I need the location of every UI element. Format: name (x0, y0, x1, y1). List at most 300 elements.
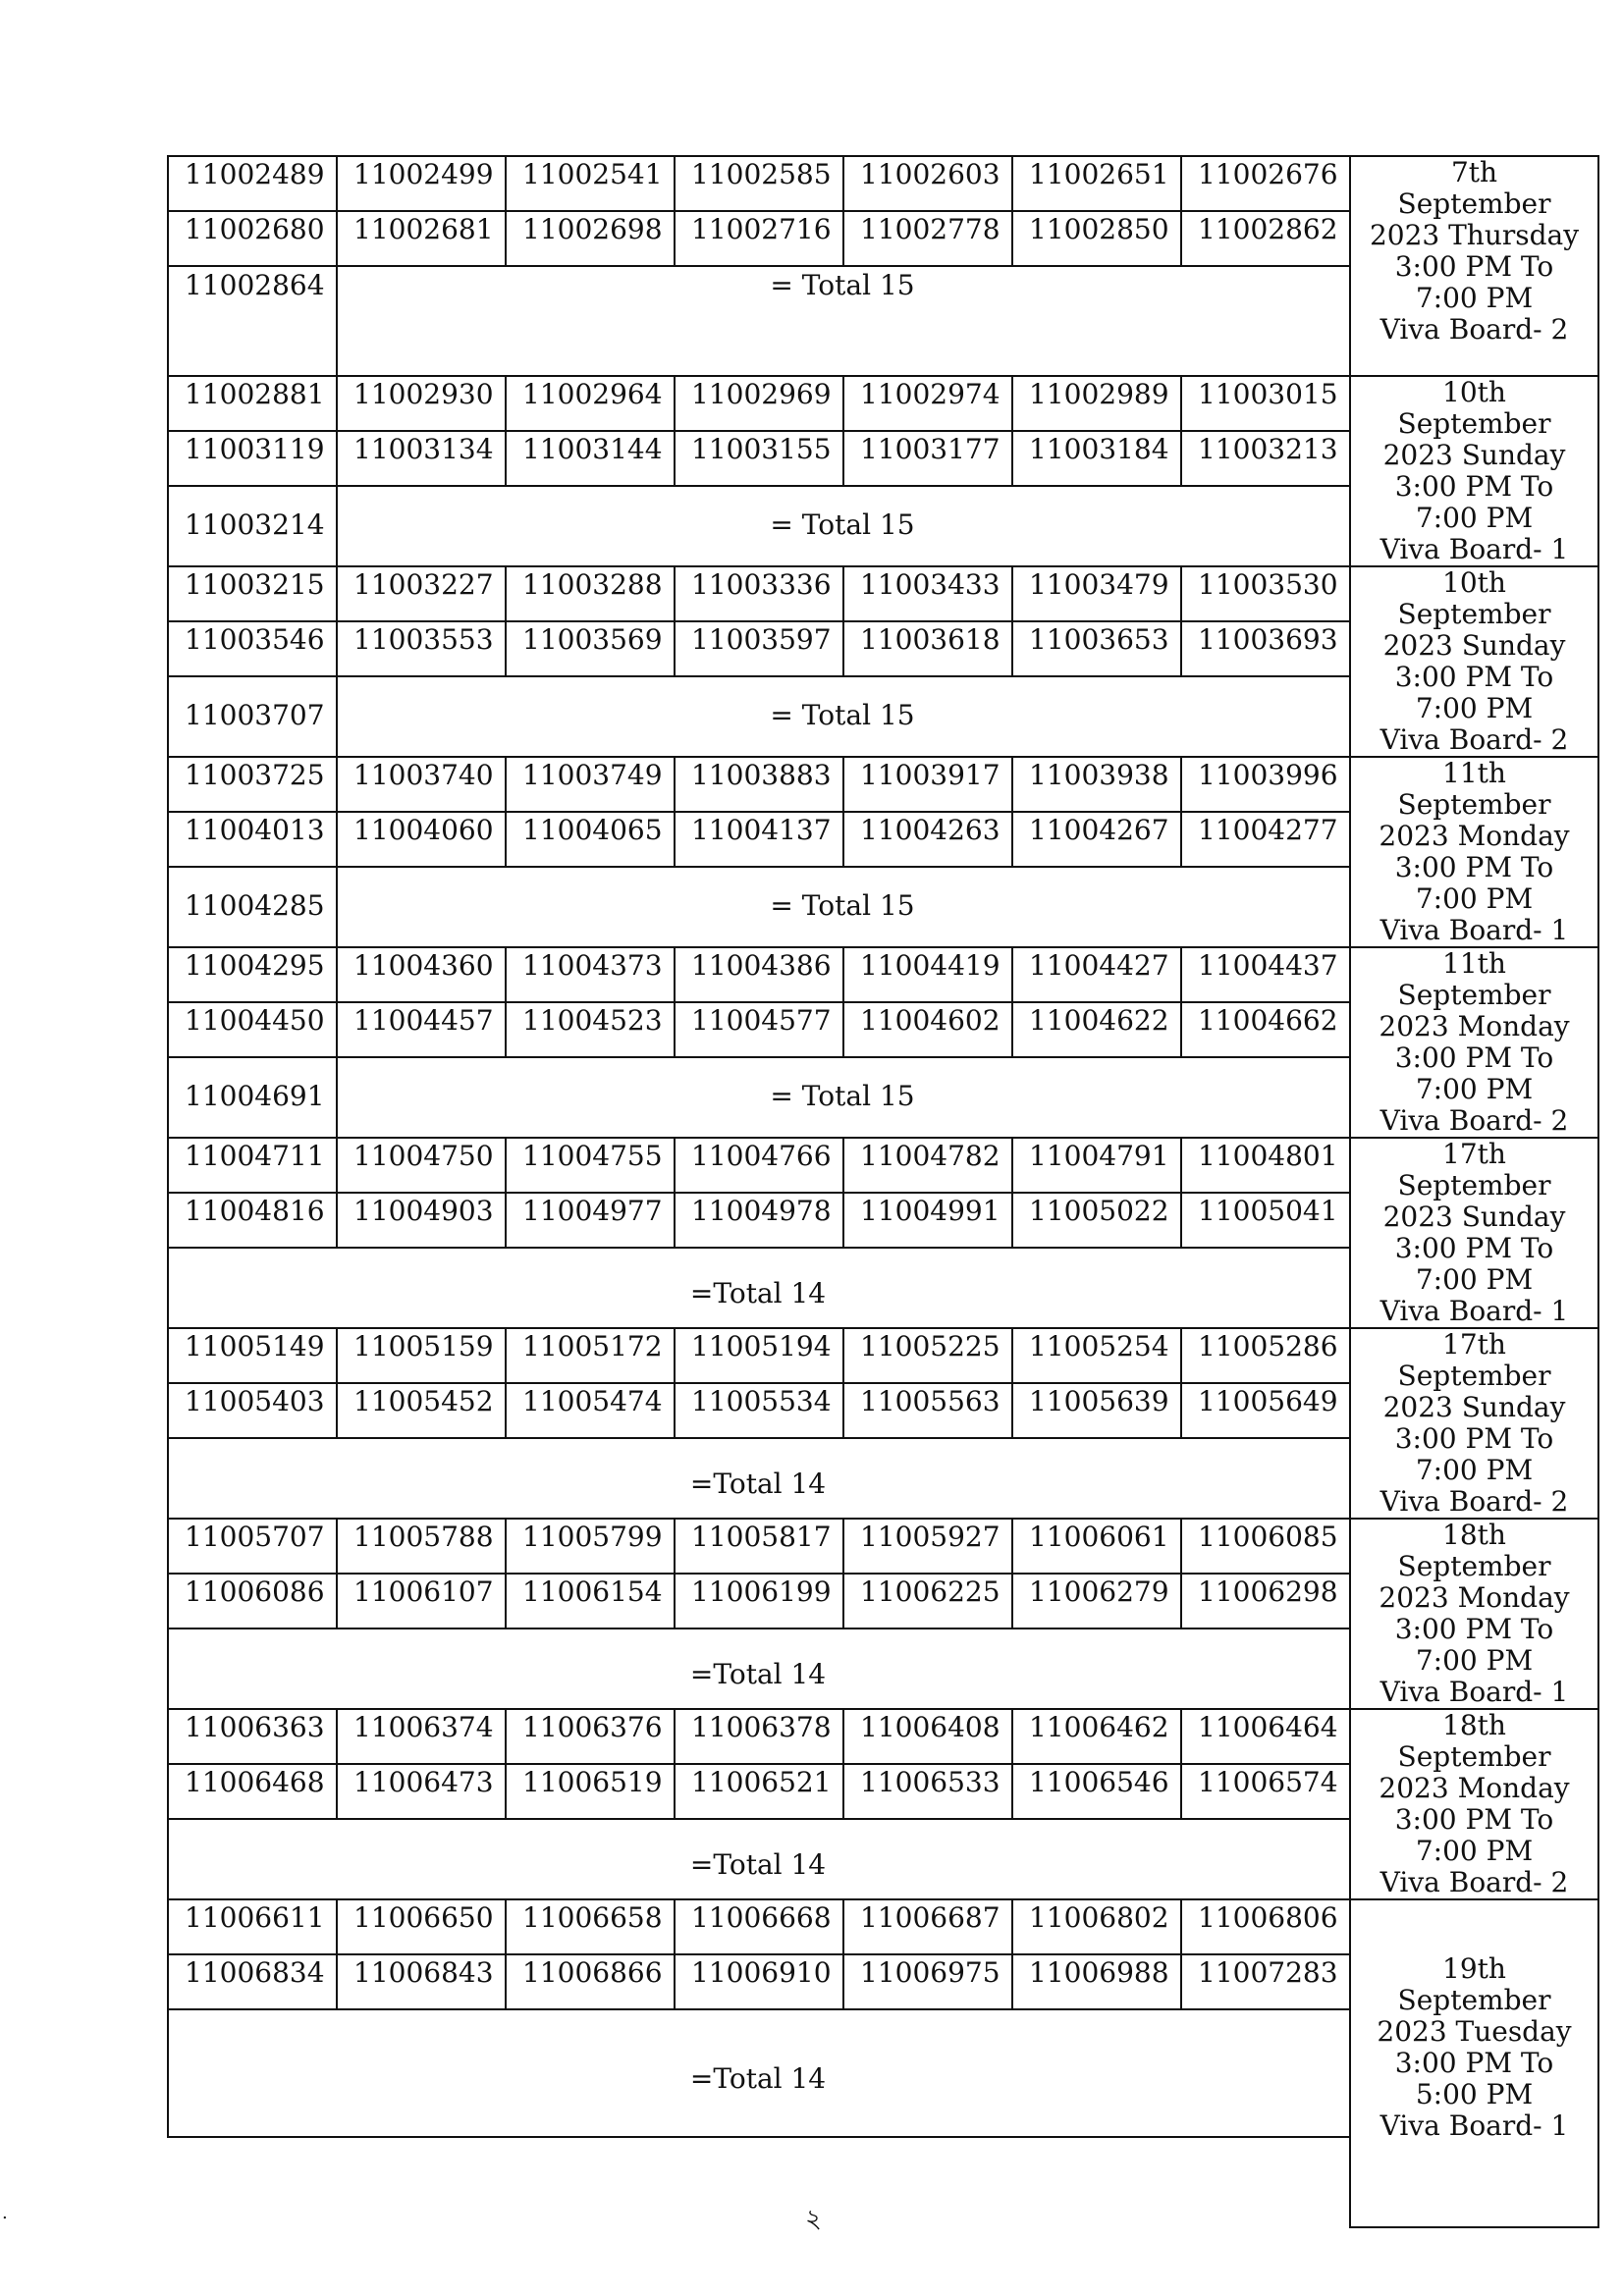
viva-date-line: September (1397, 1169, 1551, 1201)
roll-number-cell: 11004766 (691, 1140, 832, 1172)
row-divider (167, 1763, 1349, 1765)
column-divider (336, 1056, 338, 1137)
roll-number-cell: 11003134 (353, 433, 494, 465)
column-divider (336, 565, 338, 675)
roll-number-cell: 11004137 (691, 814, 832, 846)
table-border (1597, 1137, 1599, 1327)
column-divider (1180, 1708, 1182, 1818)
row-divider (167, 210, 1349, 212)
viva-date-line: 5:00 PM (1415, 2078, 1534, 2110)
column-divider (674, 1898, 676, 2008)
row-divider (167, 620, 1349, 622)
column-divider (1349, 1327, 1351, 1518)
roll-number-cell: 11004602 (860, 1004, 1001, 1037)
roll-number-cell: 11006279 (1029, 1575, 1169, 1608)
column-divider (674, 1327, 676, 1437)
column-divider (674, 1708, 676, 1818)
viva-date-line: Viva Board- 2 (1380, 313, 1569, 346)
column-divider (842, 1327, 844, 1437)
table-border (167, 756, 169, 946)
viva-date-cell (1349, 375, 1599, 565)
column-divider (842, 1518, 844, 1628)
viva-date-line: 3:00 PM To (1394, 1613, 1554, 1645)
column-divider (1011, 1518, 1013, 1628)
column-divider (842, 565, 844, 675)
table-border (167, 1327, 1599, 1329)
roll-number-cell: 11006866 (522, 1956, 663, 1989)
roll-number-cell: 11005225 (860, 1330, 1001, 1362)
column-divider (1180, 155, 1182, 265)
group-total: =Total 14 (689, 1468, 827, 1500)
roll-number-cell: 11005254 (1029, 1330, 1169, 1362)
column-divider (505, 1708, 507, 1818)
table-border (167, 1708, 169, 1898)
roll-number-cell: 11006843 (353, 1956, 494, 1989)
column-divider (1180, 946, 1182, 1056)
roll-number-cell: 11006519 (522, 1766, 663, 1798)
column-divider (336, 946, 338, 1056)
column-divider (1180, 1327, 1182, 1437)
viva-date-line: 17th (1442, 1328, 1506, 1361)
column-divider (1180, 1898, 1182, 2008)
viva-date-cell (1349, 1327, 1599, 1518)
column-divider (505, 1898, 507, 2008)
roll-number-cell: 11003749 (522, 759, 663, 791)
roll-number-cell: 11005403 (185, 1385, 325, 1417)
roll-number-cell: 11005639 (1029, 1385, 1169, 1417)
column-divider (1011, 946, 1013, 1056)
viva-date-line: 7:00 PM (1415, 282, 1534, 314)
roll-number-cell: 11002850 (1029, 213, 1169, 245)
column-divider (1349, 565, 1351, 756)
roll-number-cell: 11004360 (353, 949, 494, 982)
roll-number-cell: 11006658 (522, 1901, 663, 1934)
roll-number-cell: 11003214 (185, 508, 325, 541)
roll-number-cell: 11006687 (860, 1901, 1001, 1934)
table-border (1349, 2226, 1599, 2228)
table-border (167, 1708, 1599, 1710)
column-divider (674, 1518, 676, 1628)
viva-date-line: 2023 Monday (1379, 1010, 1570, 1042)
roll-number-cell: 11004801 (1198, 1140, 1338, 1172)
row-divider (167, 866, 1349, 868)
column-divider (674, 155, 676, 265)
roll-number-cell: 11003553 (353, 623, 494, 656)
row-divider (167, 485, 1349, 487)
viva-date-line: 7:00 PM (1415, 1644, 1534, 1677)
roll-number-cell: 11006085 (1198, 1521, 1338, 1553)
viva-date-line: 7:00 PM (1415, 1454, 1534, 1486)
roll-number-cell: 11006376 (522, 1711, 663, 1743)
viva-date-line: September (1397, 598, 1551, 630)
roll-number-cell: 11002489 (185, 158, 325, 190)
roll-number-cell: 11005707 (185, 1521, 325, 1553)
column-divider (1180, 375, 1182, 485)
column-divider (842, 756, 844, 866)
viva-date-line: 11th (1442, 757, 1506, 789)
row-divider (167, 1192, 1349, 1194)
table-border (167, 565, 169, 756)
viva-date-cell (1349, 756, 1599, 946)
viva-date-line: 7:00 PM (1415, 502, 1534, 534)
roll-number-cell: 11003155 (691, 433, 832, 465)
roll-number-cell: 11003707 (185, 699, 325, 731)
roll-number-cell: 11004977 (522, 1195, 663, 1227)
schedule-block (167, 756, 1599, 946)
column-divider (336, 485, 338, 565)
viva-date-line: 7:00 PM (1415, 1835, 1534, 1867)
roll-number-cell: 11004277 (1198, 814, 1338, 846)
viva-date-cell (1349, 565, 1599, 756)
roll-number-cell: 11004263 (860, 814, 1001, 846)
roll-number-cell: 11004782 (860, 1140, 1001, 1172)
roll-number-cell: 11004013 (185, 814, 325, 846)
viva-date-cell (1349, 946, 1599, 1137)
roll-number-cell: 11005534 (691, 1385, 832, 1417)
roll-number-cell: 11004267 (1029, 814, 1169, 846)
column-divider (1011, 155, 1013, 265)
roll-number-cell: 11004791 (1029, 1140, 1169, 1172)
roll-number-cell: 11006806 (1198, 1901, 1338, 1934)
viva-date-line: September (1397, 187, 1551, 220)
roll-number-cell: 11002964 (522, 378, 663, 410)
viva-date-line: 2023 Monday (1379, 1581, 1570, 1614)
roll-number-cell: 11006975 (860, 1956, 1001, 1989)
column-divider (1349, 155, 1351, 375)
roll-number-cell: 11004060 (353, 814, 494, 846)
column-divider (336, 1708, 338, 1818)
column-divider (336, 1137, 338, 1247)
viva-date-line: 17th (1442, 1138, 1506, 1170)
roll-number-cell: 11004755 (522, 1140, 663, 1172)
viva-date-line: September (1397, 407, 1551, 440)
roll-number-cell: 11006374 (353, 1711, 494, 1743)
roll-number-cell: 11004295 (185, 949, 325, 982)
column-divider (336, 1518, 338, 1628)
roll-number-cell: 11003917 (860, 759, 1001, 791)
viva-date-line: 7:00 PM (1415, 882, 1534, 915)
viva-date-line: Viva Board- 1 (1380, 1676, 1569, 1708)
roll-number-cell: 11003883 (691, 759, 832, 791)
group-total: = Total 15 (770, 1080, 915, 1112)
roll-number-cell: 11004816 (185, 1195, 325, 1227)
viva-date-line: 2023 Sunday (1382, 439, 1566, 471)
column-divider (505, 756, 507, 866)
roll-number-cell: 11004437 (1198, 949, 1338, 982)
roll-number-cell: 11002864 (185, 269, 325, 301)
column-divider (1180, 565, 1182, 675)
roll-number-cell: 11004662 (1198, 1004, 1338, 1037)
roll-number-cell: 11004711 (185, 1140, 325, 1172)
roll-number-cell: 11006468 (185, 1766, 325, 1798)
viva-date-line: Viva Board- 1 (1380, 1295, 1569, 1327)
column-divider (336, 265, 338, 375)
roll-number-cell: 11002989 (1029, 378, 1169, 410)
viva-date-line: 2023 Tuesday (1377, 2015, 1572, 2048)
row-divider (167, 430, 1349, 432)
roll-number-cell: 11005563 (860, 1385, 1001, 1417)
viva-date-line: 3:00 PM To (1394, 2047, 1554, 2079)
viva-date-line: September (1397, 1984, 1551, 2016)
table-border (167, 1137, 1599, 1139)
roll-number-cell: 11006464 (1198, 1711, 1338, 1743)
viva-date-cell (1349, 155, 1599, 375)
column-divider (336, 675, 338, 756)
column-divider (505, 565, 507, 675)
roll-number-cell: 11005474 (522, 1385, 663, 1417)
table-border (1597, 155, 1599, 375)
roll-number-cell: 11006802 (1029, 1901, 1169, 1934)
table-border (1597, 946, 1599, 1137)
roll-number-cell: 11004419 (860, 949, 1001, 982)
group-total: = Total 15 (770, 699, 915, 731)
roll-number-cell: 11002974 (860, 378, 1001, 410)
column-divider (1349, 756, 1351, 946)
row-divider (167, 1247, 1349, 1249)
column-divider (1011, 375, 1013, 485)
roll-number-cell: 11003336 (691, 568, 832, 601)
viva-date-cell (1349, 1518, 1599, 1708)
column-divider (1349, 946, 1351, 1137)
table-border (167, 946, 169, 1137)
column-divider (842, 375, 844, 485)
roll-number-cell: 11003653 (1029, 623, 1169, 656)
roll-number-cell: 11004991 (860, 1195, 1001, 1227)
roll-number-cell: 11006086 (185, 1575, 325, 1608)
roll-number-cell: 11003227 (353, 568, 494, 601)
viva-date-line: 18th (1442, 1519, 1506, 1551)
roll-number-cell: 11006834 (185, 1956, 325, 1989)
roll-number-cell: 11005194 (691, 1330, 832, 1362)
roll-number-cell: 11002881 (185, 378, 325, 410)
roll-number-cell: 11003433 (860, 568, 1001, 601)
column-divider (505, 946, 507, 1056)
viva-date-line: September (1397, 788, 1551, 821)
table-border (167, 1518, 169, 1708)
roll-number-cell: 11003177 (860, 433, 1001, 465)
column-divider (842, 155, 844, 265)
table-border (167, 756, 1599, 758)
viva-date-line: 3:00 PM To (1394, 661, 1554, 693)
column-divider (505, 1137, 507, 1247)
roll-number-cell: 11004450 (185, 1004, 325, 1037)
roll-number-cell: 11006298 (1198, 1575, 1338, 1608)
row-divider (167, 1573, 1349, 1575)
viva-date-line: 2023 Thursday (1369, 219, 1580, 251)
row-divider (167, 265, 1349, 267)
roll-number-cell: 11004373 (522, 949, 663, 982)
viva-date-line: Viva Board- 2 (1380, 1485, 1569, 1518)
column-divider (842, 946, 844, 1056)
row-divider (167, 1437, 1349, 1439)
roll-number-cell: 11003530 (1198, 568, 1338, 601)
viva-date-cell (1349, 1137, 1599, 1327)
roll-number-cell: 11004285 (185, 889, 325, 922)
schedule-block (167, 565, 1599, 756)
viva-date-line: Viva Board- 1 (1380, 2109, 1569, 2142)
roll-number-cell: 11003144 (522, 433, 663, 465)
table-border (167, 565, 1599, 567)
column-divider (1180, 1137, 1182, 1247)
table-border (167, 155, 1599, 157)
table-border (167, 946, 1599, 948)
roll-number-cell: 11004691 (185, 1080, 325, 1112)
roll-number-cell: 11005159 (353, 1330, 494, 1362)
viva-date-line: September (1397, 1740, 1551, 1773)
column-divider (842, 1137, 844, 1247)
viva-date-line: 10th (1442, 566, 1506, 599)
roll-number-cell: 11006910 (691, 1956, 832, 1989)
roll-number-cell: 11003938 (1029, 759, 1169, 791)
column-divider (1349, 1898, 1351, 2226)
row-divider (167, 1953, 1349, 1955)
column-divider (336, 1327, 338, 1437)
roll-number-cell: 11006462 (1029, 1711, 1169, 1743)
roll-number-cell: 11003546 (185, 623, 325, 656)
column-divider (505, 1327, 507, 1437)
column-divider (505, 375, 507, 485)
viva-date-line: September (1397, 1550, 1551, 1582)
viva-date-line: 7:00 PM (1415, 1073, 1534, 1105)
roll-number-cell: 11002603 (860, 158, 1001, 190)
viva-date-line: 3:00 PM To (1394, 851, 1554, 883)
table-border (167, 375, 169, 565)
roll-number-cell: 11006408 (860, 1711, 1001, 1743)
column-divider (1349, 1518, 1351, 1708)
column-divider (674, 946, 676, 1056)
viva-date-line: 2023 Monday (1379, 1772, 1570, 1804)
column-divider (1349, 375, 1351, 565)
roll-number-cell: 11006521 (691, 1766, 832, 1798)
table-border (167, 155, 169, 375)
roll-number-cell: 11004978 (691, 1195, 832, 1227)
viva-date-line: Viva Board- 2 (1380, 1866, 1569, 1898)
roll-number-cell: 11006061 (1029, 1521, 1169, 1553)
column-divider (336, 866, 338, 946)
column-divider (1180, 756, 1182, 866)
viva-date-line: 11th (1442, 947, 1506, 980)
viva-date-line: Viva Board- 2 (1380, 1104, 1569, 1137)
viva-date-line: 2023 Sunday (1382, 1201, 1566, 1233)
column-divider (674, 565, 676, 675)
roll-number-cell: 11003693 (1198, 623, 1338, 656)
column-divider (505, 1518, 507, 1628)
roll-number-cell: 11006988 (1029, 1956, 1169, 1989)
viva-date-line: Viva Board- 1 (1380, 914, 1569, 946)
roll-number-cell: 11002651 (1029, 158, 1169, 190)
roll-number-cell: 11002698 (522, 213, 663, 245)
column-divider (1011, 756, 1013, 866)
viva-date-line: 3:00 PM To (1394, 1232, 1554, 1264)
roll-number-cell: 11002862 (1198, 213, 1338, 245)
viva-date-line: 10th (1442, 376, 1506, 408)
viva-date-line: September (1397, 979, 1551, 1011)
group-total: = Total 15 (770, 508, 915, 541)
table-border (1597, 1708, 1599, 1898)
viva-date-line: 2023 Monday (1379, 820, 1570, 852)
row-divider (167, 2136, 1349, 2138)
viva-date-line: 2023 Sunday (1382, 629, 1566, 662)
roll-number-cell: 11003119 (185, 433, 325, 465)
viva-date-line: September (1397, 1360, 1551, 1392)
roll-number-cell: 11004427 (1029, 949, 1169, 982)
roll-number-cell: 11003618 (860, 623, 1001, 656)
group-total: =Total 14 (689, 1277, 827, 1309)
roll-number-cell: 11006199 (691, 1575, 832, 1608)
roll-number-cell: 11006473 (353, 1766, 494, 1798)
table-border (1597, 1518, 1599, 1708)
roll-number-cell: 11005817 (691, 1521, 832, 1553)
viva-date-cell (1349, 1898, 1599, 2226)
schedule-block (167, 375, 1599, 565)
schedule-block (167, 1137, 1599, 1327)
schedule-block (167, 1327, 1599, 1518)
viva-date-line: 2023 Sunday (1382, 1391, 1566, 1423)
roll-number-cell: 11002969 (691, 378, 832, 410)
row-divider (167, 675, 1349, 677)
roll-number-cell: 11002680 (185, 213, 325, 245)
table-border (1597, 1327, 1599, 1518)
roll-number-cell: 11005649 (1198, 1385, 1338, 1417)
roll-number-cell: 11003184 (1029, 433, 1169, 465)
roll-number-cell: 11005799 (522, 1521, 663, 1553)
roll-number-cell: 11006154 (522, 1575, 663, 1608)
roll-number-cell: 11002930 (353, 378, 494, 410)
viva-date-line: 7th (1450, 156, 1498, 188)
roll-number-cell: 11006225 (860, 1575, 1001, 1608)
column-divider (336, 375, 338, 485)
schedule-block (167, 1898, 1599, 2226)
roll-number-cell: 11006668 (691, 1901, 832, 1934)
roll-number-cell: 11003740 (353, 759, 494, 791)
column-divider (842, 1708, 844, 1818)
table-border (1597, 565, 1599, 756)
roll-number-cell: 11006546 (1029, 1766, 1169, 1798)
roll-number-cell: 11004903 (353, 1195, 494, 1227)
table-border (167, 375, 1599, 377)
column-divider (1011, 1898, 1013, 2008)
roll-number-cell: 11004750 (353, 1140, 494, 1172)
viva-date-line: 3:00 PM To (1394, 470, 1554, 503)
column-divider (1011, 565, 1013, 675)
column-divider (674, 1137, 676, 1247)
group-total: =Total 14 (689, 1658, 827, 1690)
column-divider (674, 375, 676, 485)
roll-number-cell: 11002778 (860, 213, 1001, 245)
viva-date-line: 3:00 PM To (1394, 250, 1554, 283)
roll-number-cell: 11007283 (1198, 1956, 1338, 1989)
roll-number-cell: 11003569 (522, 623, 663, 656)
roll-number-cell: 11005927 (860, 1521, 1001, 1553)
roll-number-cell: 11004065 (522, 814, 663, 846)
column-divider (1180, 1518, 1182, 1628)
roll-number-cell: 11004523 (522, 1004, 663, 1037)
row-divider (167, 1628, 1349, 1629)
roll-number-cell: 11006107 (353, 1575, 494, 1608)
viva-date-line: Viva Board- 1 (1380, 533, 1569, 565)
table-border (167, 1327, 169, 1518)
group-total: = Total 15 (770, 889, 915, 922)
roll-number-cell: 11003288 (522, 568, 663, 601)
table-border (167, 1898, 1599, 1900)
column-divider (1349, 1708, 1351, 1898)
column-divider (842, 1898, 844, 2008)
viva-date-line: 3:00 PM To (1394, 1422, 1554, 1455)
roll-number-cell: 11003996 (1198, 759, 1338, 791)
viva-date-line: 7:00 PM (1415, 692, 1534, 724)
roll-number-cell: 11002585 (691, 158, 832, 190)
column-divider (505, 155, 507, 265)
